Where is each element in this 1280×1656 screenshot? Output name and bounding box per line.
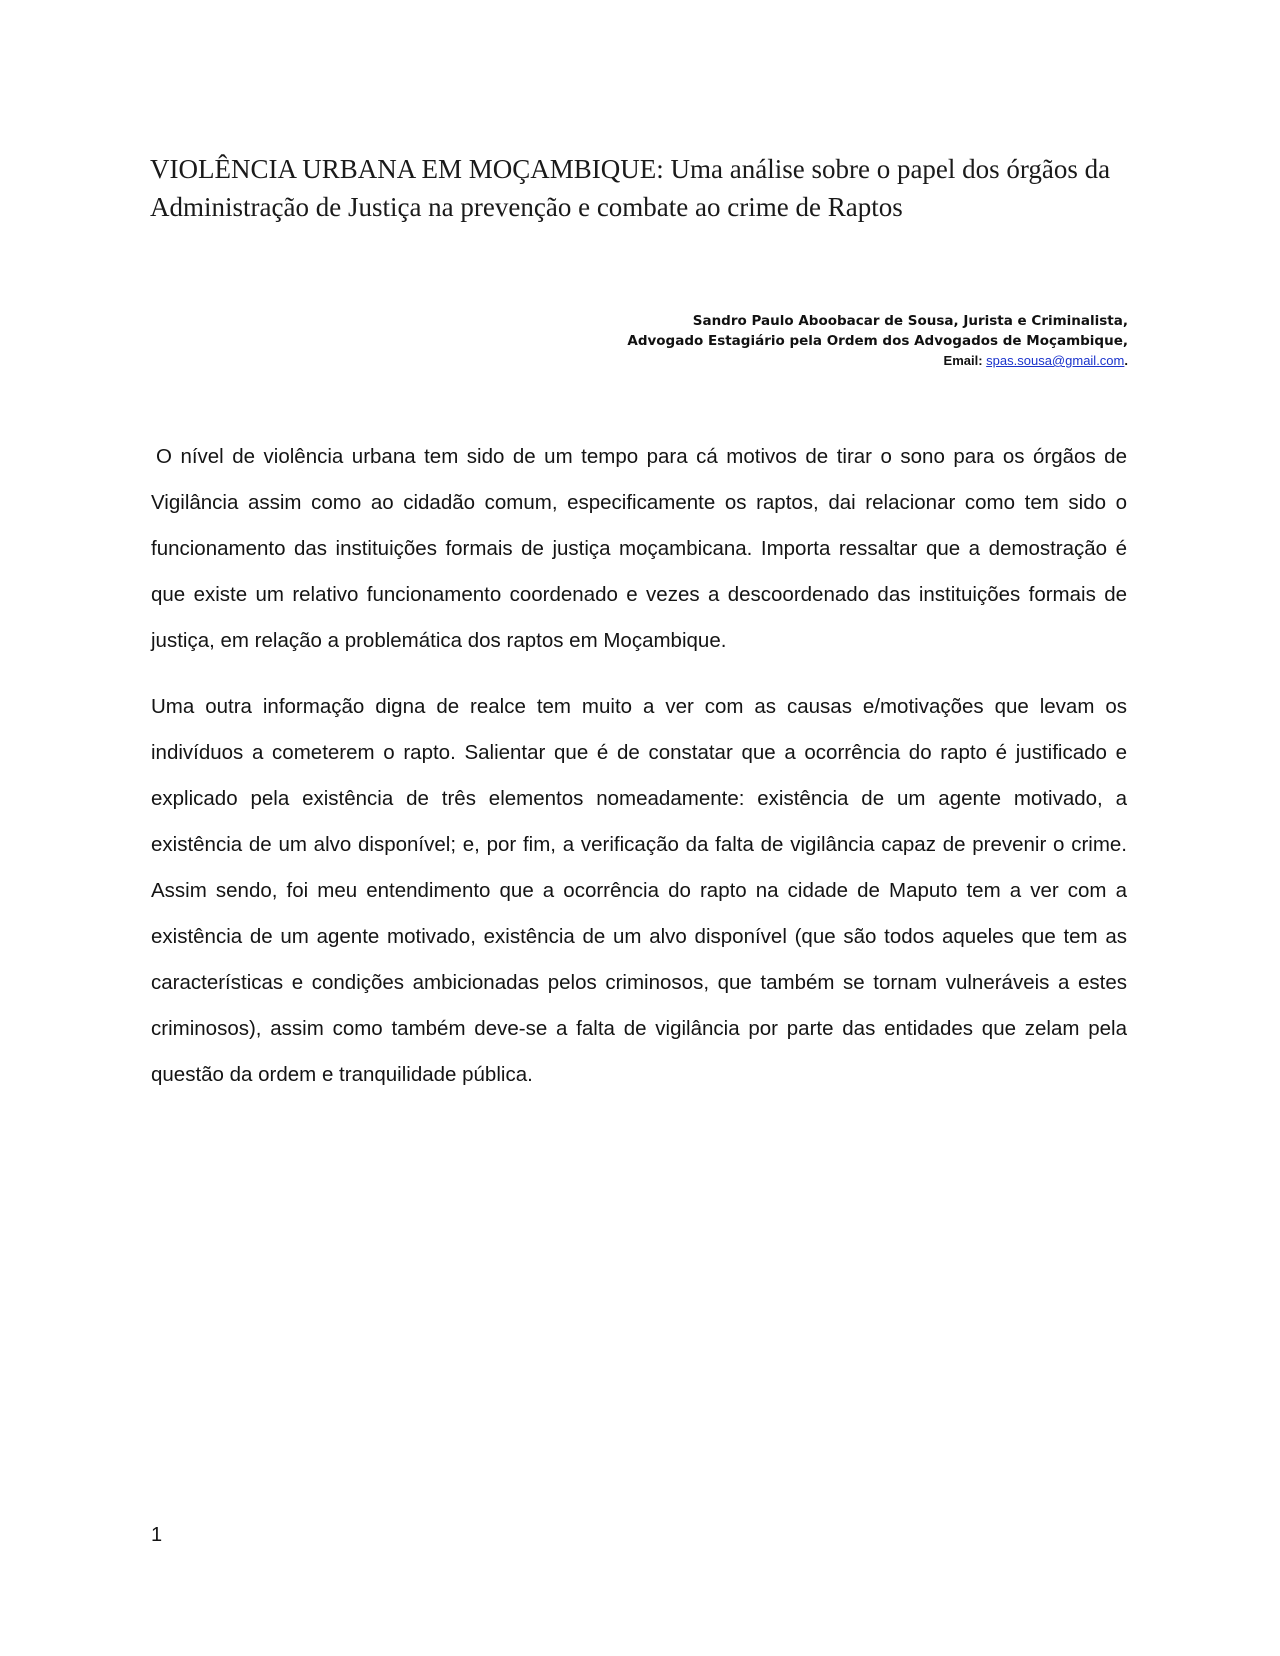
author-block [428,311,1128,371]
body-text [151,434,1127,1098]
author-affiliation-line: Advogado Estagiário pela Ordem dos Advogados de Moçambique, [627,333,1128,349]
email-link[interactable]: spas.sousa@gmail.com [986,353,1125,368]
document-title: VIOLÊNCIA URBANA EM MOÇAMBIQUE: Uma análise sobre o papel dos órgãos da Administração de Justiça na prevenção e combate ao crime de Raptos [150,154,1111,222]
page-number: 1 [151,1524,163,1546]
email-suffix: . [1124,353,1128,368]
email-label: Email: [943,353,983,368]
author-name-line: Sandro Paulo Aboobacar de Sousa, Jurista e Criminalista, [692,313,1128,329]
paragraph-1: O nível de violência urbana tem sido de um tempo para cá motivos de tirar o sono para os órgãos de Vigilância assim como ao cidadão comum, especificamente os raptos, dai relacionar como tem sido o funcionamento das instituições formais de justiça moçambicana. Importa ressaltar que a demostração é que existe um relativo funcionamento coordenado e vezes a descoordenado das instituições formais de justiça, em relação a problemática dos raptos em Moçambique. [151,445,1127,652]
paragraph-2: Uma outra informação digna de realce tem muito a ver com as causas e/motivações que levam os indivíduos a cometerem o rapto. Salientar que é de constatar que a ocorrência do rapto é justificado e explicado pela existência de três elementos nomeadamente: existência de um agente motivado, a existência de um alvo disponível; e, por fim, a verificação da falta de vigilância capaz de prevenir o crime. Assim sendo, foi meu entendimento que a ocorrência do rapto na cidade de Maputo tem a ver com a existência de um agente motivado, existência de um alvo disponível (que são todos aqueles que tem as características e condições ambicionadas pelos criminosos, que também se tornam vulneráveis a estes criminosos), assim como também deve-se a falta de vigilância por parte das entidades que zelam pela questão da ordem e tranquilidade pública. [151,695,1127,1086]
author-email-line [428,351,1128,371]
